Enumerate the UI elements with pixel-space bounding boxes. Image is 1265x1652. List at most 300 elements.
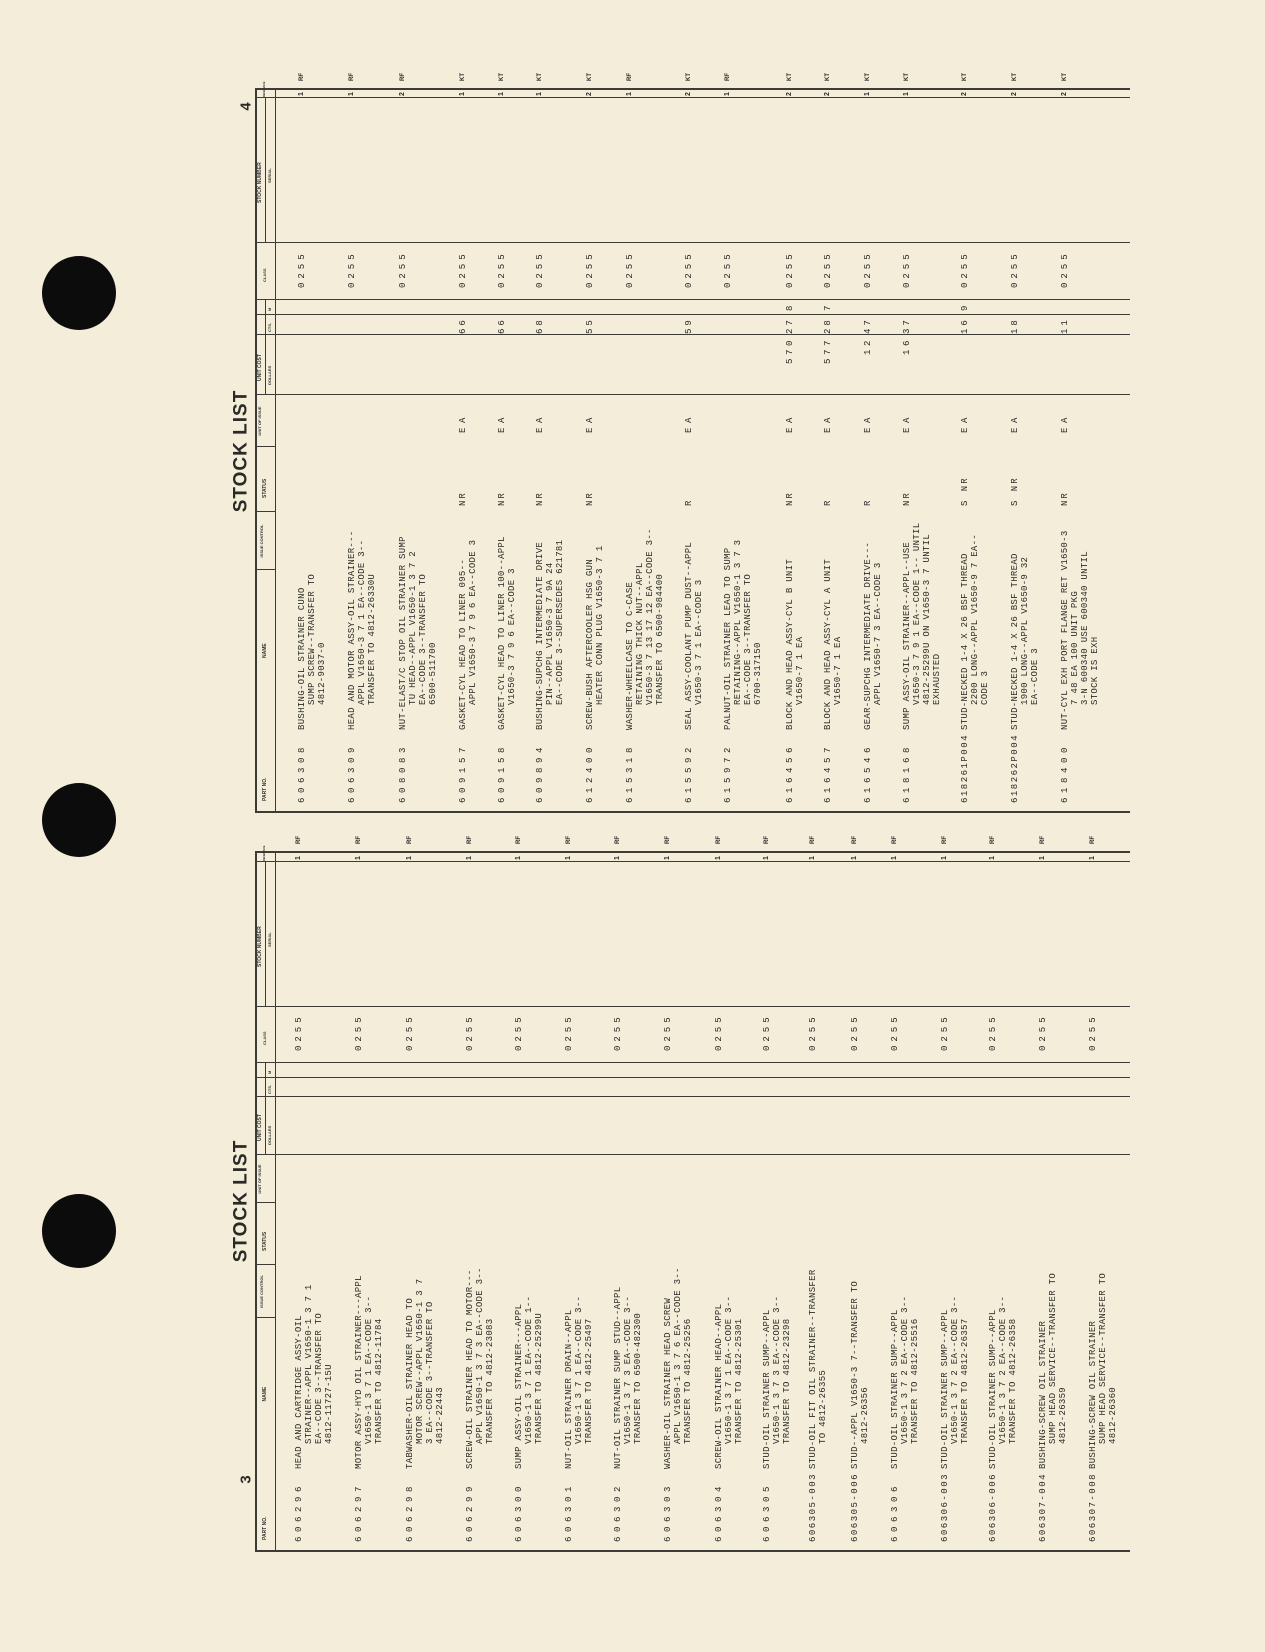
binder-hole-middle	[42, 783, 116, 857]
part-number: 618400	[1060, 742, 1070, 803]
reference-code: RF	[349, 73, 355, 81]
item-description-line: STUD-NECKED 1-4 X 26 BSF THREAD	[1010, 553, 1020, 730]
header-serial: SERIAL	[267, 932, 272, 947]
table-row	[535, 73, 565, 813]
class-value: 0255	[347, 250, 357, 288]
table-row	[863, 73, 883, 813]
part-number: 606307-008	[1088, 1472, 1098, 1542]
class-value: 0255	[585, 250, 595, 288]
header-class: CLASS	[262, 268, 267, 282]
reference-code: RF	[566, 836, 572, 844]
status-value: NR	[458, 491, 468, 506]
item-description-line: TRANSFER TO 4812-26358	[1008, 1318, 1018, 1444]
item-description-line: GEAR-SUPCHG INTERMEDIATE DRIVE---	[863, 541, 873, 730]
item-description-line: RETAINING THICK NUT--APPL	[635, 562, 645, 705]
stock-table	[255, 836, 1130, 1552]
table-row	[808, 836, 828, 1552]
part-number: 606299	[465, 1481, 475, 1542]
part-number: 618262P004	[1010, 733, 1020, 803]
class-value: 0255	[514, 1013, 524, 1051]
item-description-line: HEAD AND MOTOR ASSY-OIL STRAINER---	[347, 530, 357, 730]
reference-quantity: 2	[786, 92, 793, 96]
reference-code: RF	[990, 836, 996, 844]
status-value: NR	[585, 491, 595, 506]
part-number: 606308	[297, 742, 307, 803]
class-value: 0255	[960, 250, 970, 288]
page-number-4: 4	[237, 102, 255, 111]
class-value: 0255	[850, 1013, 860, 1051]
item-description-line: 4812-26360	[1108, 1386, 1118, 1444]
table-border-reference-edge	[255, 851, 1130, 853]
table-row	[890, 836, 920, 1552]
table-row	[1010, 73, 1040, 813]
unit-of-issue-value: EA	[585, 412, 595, 433]
header-part-no: PART NO.	[262, 1516, 268, 1540]
part-number: 606298	[405, 1481, 415, 1542]
part-number: 609157	[458, 742, 468, 803]
part-number: 606306-003	[940, 1472, 950, 1542]
reference-quantity: 1	[763, 856, 770, 860]
status-value: R	[823, 498, 833, 506]
reference-code: RF	[892, 836, 898, 844]
item-description-line: 6500-511700	[428, 642, 438, 705]
reference-code: KT	[962, 73, 968, 81]
item-description-line: 6700-317150	[753, 642, 763, 705]
unit-cost-dollars: 12	[863, 337, 873, 356]
reference-code: RF	[942, 836, 948, 844]
table-border-part-edge	[255, 1550, 1130, 1552]
part-number: 615972	[723, 742, 733, 803]
stock-table	[255, 73, 1130, 813]
item-description-line: BLOCK AND HEAD ASSY-CYL A UNIT	[823, 558, 833, 730]
table-row	[723, 73, 763, 813]
unit-of-issue-value: EA	[458, 412, 468, 433]
item-description-line: GASKET-CYL HEAD TO LINER 100--APPL	[497, 536, 507, 730]
item-description-line: V1650-1 3 7 1 EA--CODE 1--	[524, 1295, 534, 1444]
status-value: R	[863, 498, 873, 506]
item-description-line: TRANSFER TO 6500-482300	[633, 1312, 643, 1444]
reference-quantity: 2	[824, 92, 831, 96]
header-issue-control: ISSUE CONTROL	[259, 1275, 264, 1308]
table-row	[1060, 73, 1100, 813]
part-number: 609158	[497, 742, 507, 803]
reference-quantity: 1	[348, 92, 355, 96]
reference-code: RF	[1040, 836, 1046, 844]
part-number: 606305-006	[850, 1472, 860, 1542]
reference-quantity: 1	[515, 856, 522, 860]
header-m: M	[267, 307, 272, 311]
header-name: NAME	[262, 643, 268, 658]
item-description-line: TRANSFER TO 4812-25516	[910, 1318, 920, 1444]
part-number: 615592	[684, 742, 694, 803]
item-description-line: 7 48 EA 100 UNIT PKG	[1070, 590, 1080, 705]
reference-code: RF	[516, 836, 522, 844]
class-value: 0255	[714, 1013, 724, 1051]
class-value: 0255	[294, 1013, 304, 1051]
part-number: 606296	[294, 1481, 304, 1542]
class-value: 0255	[684, 250, 694, 288]
status-value: NR	[1060, 491, 1070, 506]
binder-hole-top	[42, 256, 116, 330]
class-value: 0255	[823, 250, 833, 288]
reference-code: RF	[810, 836, 816, 844]
header-part-no: PART NO.	[262, 777, 268, 801]
reference-quantity: 1	[565, 856, 572, 860]
class-value: 0255	[902, 250, 912, 288]
class-value: 0255	[762, 1013, 772, 1051]
item-description-line: EA--CODE 3--TRANSFER TO	[314, 1312, 324, 1444]
unit-cost-mills: 7	[823, 300, 833, 311]
page-number-3: 3	[237, 1475, 255, 1484]
reference-quantity: 1	[891, 856, 898, 860]
binder-hole-bottom	[42, 1194, 116, 1268]
table-row	[347, 73, 377, 813]
unit-of-issue-value: EA	[960, 412, 970, 433]
reference-quantity: 1	[989, 856, 996, 860]
reference-code: RF	[627, 73, 633, 81]
part-number: 615318	[625, 742, 635, 803]
item-description-line: V1650-1 3 7 3 EA--CODE 3--	[772, 1295, 782, 1444]
item-description-line: STRAINER--APPL V1650-1 3 7 1	[304, 1284, 314, 1444]
reference-code: RF	[716, 836, 722, 844]
item-description-line: TRANSFER TO 4812-26330U	[367, 573, 377, 705]
item-description-line: TABWASHER-OIL STRAINER HEAD TO	[405, 1297, 415, 1469]
unit-cost-cents: 37	[902, 317, 912, 334]
item-description-line: APPL V1650-1 3 7 3 EA--CODE 3--	[475, 1267, 485, 1444]
item-description-line: V1650-1 3 7 3 EA--CODE 3--	[623, 1295, 633, 1444]
class-value: 0255	[1088, 1013, 1098, 1051]
header-dollars: DOLLARS	[267, 365, 272, 385]
reference-code: RF	[356, 836, 362, 844]
reference-quantity: 1	[459, 92, 466, 96]
header-unit-cost: UNIT COST	[257, 354, 263, 381]
table-row	[398, 73, 438, 813]
item-description-line: TRANSFER TO 4812-23083	[485, 1318, 495, 1444]
class-value: 0255	[458, 250, 468, 288]
unit-cost-cents: 55	[585, 317, 595, 334]
item-description-line: SUMP ASSY-OIL STRAINER---APPL	[514, 1303, 524, 1469]
part-number: 616457	[823, 742, 833, 803]
item-description-line: BUSHING-OIL STRAINER CUNO	[297, 587, 307, 730]
reference-quantity: 1	[536, 92, 543, 96]
item-description-line: 2200 LONG--APPL V1650-9 7 EA--	[970, 533, 980, 705]
reference-code: RF	[467, 836, 473, 844]
item-description-line: V1650-3 7 9 1 EA--CODE 1-- UNTIL	[912, 522, 922, 705]
reference-quantity: 2	[961, 92, 968, 96]
reference-quantity: 2	[1011, 92, 1018, 96]
class-value: 0255	[863, 250, 873, 288]
part-number: 606306	[890, 1481, 900, 1542]
item-description-line: SUMP HEAD SERVICE--TRANSFER TO	[1098, 1272, 1108, 1444]
reference-quantity: 1	[466, 856, 473, 860]
header-stock-number: STOCK NUMBER	[257, 162, 263, 203]
reference-code: RF	[299, 73, 305, 81]
table-row	[850, 836, 870, 1552]
unit-cost-mills: 8	[785, 300, 795, 311]
item-description-line: SCREW-BUSH AFTERCOOLER HSG GUN	[585, 558, 595, 730]
item-description-line: EA--CODE 3--TRANSFER TO	[418, 573, 428, 705]
item-description-line: EA--CODE 3	[1030, 647, 1040, 705]
reference-code: KT	[787, 73, 793, 81]
column-divider	[255, 861, 1130, 862]
header-subdivider	[265, 1063, 266, 1155]
item-description-line: 4812-11727-15U	[324, 1364, 334, 1444]
table-row	[785, 73, 805, 813]
item-description-line: TO 4812-26355	[818, 1369, 828, 1444]
reference-code: KT	[499, 73, 505, 81]
status-value: NR	[497, 491, 507, 506]
class-value: 0255	[535, 250, 545, 288]
reference-code: RF	[665, 836, 671, 844]
reference-code: KT	[686, 73, 692, 81]
table-row	[465, 836, 495, 1552]
table-row	[823, 73, 843, 813]
item-description-line: STUD-OIL STRAINER SUMP--APPL	[940, 1309, 950, 1469]
item-description-line: STUD-NECKED 1-4 X 26 BSF THREAD	[960, 553, 970, 730]
part-number: 616546	[863, 742, 873, 803]
part-number: 606307-004	[1038, 1472, 1048, 1542]
reference-code: RF	[296, 836, 302, 844]
unit-of-issue-value: EA	[902, 412, 912, 433]
item-description-line: EA--CODE 3--TRANSFER TO	[743, 573, 753, 705]
reference-code: KT	[1062, 73, 1068, 81]
part-number: 606309	[347, 742, 357, 803]
item-description-line: SCREW-OIL STRAINER HEAD TO MOTOR---	[465, 1269, 475, 1469]
table-row	[902, 73, 942, 813]
reference-quantity: 1	[864, 92, 871, 96]
part-number: 606303	[663, 1481, 673, 1542]
item-description-line: STUD-OIL STRAINER SUMP--APPL	[890, 1309, 900, 1469]
column-divider	[255, 1006, 1130, 1007]
reference-code: RF	[400, 73, 406, 81]
unit-cost-cents: 68	[535, 317, 545, 334]
part-number: 606302	[613, 1481, 623, 1542]
header-status: STATUS	[262, 478, 268, 498]
item-description-line: V1650-1 3 7 2 EA--CODE 3--	[900, 1295, 910, 1444]
header-dollars: DOLLARS	[267, 1125, 272, 1145]
item-description-line: NUT-OIL STRAINER DRAIN--APPL	[564, 1309, 574, 1469]
table-row	[663, 836, 693, 1552]
reference-quantity: 1	[941, 856, 948, 860]
reference-code: KT	[904, 73, 910, 81]
reference-code: RF	[852, 836, 858, 844]
status-value: NR	[785, 491, 795, 506]
header-bottom-border	[275, 89, 276, 813]
item-description-line: SCREW-OIL STRAINER HEAD--APPL	[714, 1303, 724, 1469]
table-row	[940, 836, 970, 1552]
table-row	[684, 73, 704, 813]
reference-quantity: 2	[1061, 92, 1068, 96]
item-description-line: V1650-3 7 13 17 12 EA--CODE 3--	[645, 528, 655, 705]
class-value: 0255	[465, 1013, 475, 1051]
header-serial: SERIAL	[267, 168, 272, 183]
class-value: 0255	[808, 1013, 818, 1051]
reference-quantity: 1	[724, 92, 731, 96]
item-description-line: STUD-OIL STRAINER SUMP--APPL	[988, 1309, 998, 1469]
reference-quantity: 1	[664, 856, 671, 860]
unit-cost-cents: 18	[1010, 317, 1020, 334]
reference-code: RF	[407, 836, 413, 844]
table-row	[458, 73, 478, 813]
table-row	[960, 73, 990, 813]
column-divider	[255, 1154, 1130, 1155]
item-description-line: SUMP ASSY-OIL STRAINER--APPL--USE	[902, 541, 912, 730]
item-description-line: V1650-7 1 EA	[833, 636, 843, 705]
item-description-line: V1650-7 1 EA	[795, 636, 805, 705]
reference-quantity: 2	[586, 92, 593, 96]
status-value: S NR	[1010, 476, 1020, 506]
item-description-line: V1650-3 7 1 EA--CODE 3	[694, 579, 704, 705]
status-value: NR	[535, 491, 545, 506]
table-row	[1038, 836, 1068, 1552]
item-description-line: APPL V1650-1 3 7 6 EA--CODE 3--	[673, 1267, 683, 1444]
class-value: 0255	[625, 250, 635, 288]
unit-cost-cents: 59	[684, 317, 694, 334]
table-row	[497, 73, 517, 813]
item-description-line: BUSHING-SCREW OIL STRAINER	[1088, 1320, 1098, 1469]
unit-cost-cents: 66	[458, 317, 468, 334]
unit-cost-dollars: 16	[902, 337, 912, 356]
unit-cost-cents: 47	[863, 317, 873, 334]
table-row	[585, 73, 605, 813]
unit-cost-cents: 27	[785, 317, 795, 334]
class-value: 0255	[785, 250, 795, 288]
class-value: 0255	[723, 250, 733, 288]
reference-quantity: 1	[614, 856, 621, 860]
unit-cost-cents: 11	[1060, 317, 1070, 334]
reference-code: KT	[825, 73, 831, 81]
item-description-line: HEAD AND CARTRIDGE ASSY-OIL	[294, 1315, 304, 1469]
item-description-line: APPL V1650-3 7 9 6 EA--CODE 3	[468, 539, 478, 705]
table-row	[762, 836, 792, 1552]
class-value: 0255	[890, 1013, 900, 1051]
reference-code: RF	[764, 836, 770, 844]
item-description-line: SUMP SCREW--TRANSFER TO	[307, 573, 317, 705]
table-row	[625, 73, 665, 813]
class-value: 0255	[405, 1013, 415, 1051]
part-number: 606305	[762, 1481, 772, 1542]
class-value: 0255	[1038, 1013, 1048, 1051]
part-number: 609894	[535, 742, 545, 803]
header-cts: CTS.	[267, 322, 272, 332]
header-unit-of-issue: UNIT OF ISSUE	[257, 406, 262, 436]
part-number: 608083	[398, 742, 408, 803]
class-value: 0255	[988, 1013, 998, 1051]
unit-of-issue-value: EA	[497, 412, 507, 433]
reference-quantity: 1	[355, 856, 362, 860]
table-row	[988, 836, 1018, 1552]
item-description-line: V1650-1 3 7 1 EA--CODE 3--	[724, 1295, 734, 1444]
part-number: 612400	[585, 742, 595, 803]
part-number: 606300	[514, 1481, 524, 1542]
table-row	[613, 836, 643, 1552]
item-description-line: BLOCK AND HEAD ASSY-CYL B UNIT	[785, 558, 795, 730]
unit-of-issue-value: EA	[823, 412, 833, 433]
stock-list-page-3	[255, 836, 1130, 1552]
table-row	[1088, 836, 1118, 1552]
item-description-line: SUMP HEAD SERVICE--TRANSFER TO	[1048, 1272, 1058, 1444]
header-unit-of-issue: UNIT OF ISSUE	[257, 1164, 262, 1194]
item-description-line: TRANSFER TO 6500-984400	[655, 573, 665, 705]
item-description-line: V1650-1 3 7 1 EA--CODE 3--	[574, 1295, 584, 1444]
header-status: STATUS	[262, 1231, 268, 1251]
unit-of-issue-value: EA	[535, 412, 545, 433]
table-row	[514, 836, 544, 1552]
item-description-line: PALNUT-OIL STRAINER LEAD TO SUMP	[723, 547, 733, 730]
item-description-line: SEAL ASSY-COOLANT PUMP DUST--APPL	[684, 541, 694, 730]
table-row	[405, 836, 445, 1552]
item-description-line: 3 EA--CODE 3--TRANSFER TO	[425, 1301, 435, 1444]
item-description-line: STUD--APPL V1650-3 7--TRANSFER TO	[850, 1280, 860, 1469]
header-divider	[255, 1317, 275, 1318]
item-description-line: V1650-1 3 7 1 EA--CODE 3--	[364, 1295, 374, 1444]
table-row	[297, 73, 327, 813]
header-divider	[255, 446, 275, 447]
status-value: R	[684, 498, 694, 506]
reference-code: RF	[615, 836, 621, 844]
table-row	[564, 836, 594, 1552]
unit-of-issue-value: EA	[785, 412, 795, 433]
item-description-line: TU HEAD--APPL V1650-1 3 7 2	[408, 551, 418, 705]
item-description-line: 3-N 600340 USE 600340 UNTIL	[1080, 551, 1090, 705]
unit-cost-dollars: 570	[785, 337, 795, 365]
header-m: M	[267, 1070, 272, 1074]
item-description-line: TRANSFER TO 4812-25497	[584, 1318, 594, 1444]
item-description-line: BUSHING-SUPCHG INTERMEDIATE DRIVE	[535, 541, 545, 730]
item-description-line: MOTOR ASSY-HYD OIL STRAINER---APPL	[354, 1275, 364, 1469]
item-description-line: V1650-1 3 7 2 EA--CODE 3--	[950, 1295, 960, 1444]
item-description-line: TRANSFER TO 4812-25301	[734, 1318, 744, 1444]
part-number: 606304	[714, 1481, 724, 1542]
item-description-line: STUD-OIL STRAINER SUMP--APPL	[762, 1309, 772, 1469]
item-description-line: TRANSFER TO 4812-25256	[683, 1318, 693, 1444]
header-divider	[255, 1264, 275, 1265]
unit-cost-mills: 9	[960, 300, 970, 311]
table-row	[294, 836, 334, 1552]
item-description-line: V1650-1 3 7 2 EA--CODE 3--	[998, 1295, 1008, 1444]
class-value: 0255	[564, 1013, 574, 1051]
header-cts: CTS.	[267, 1084, 272, 1094]
item-description-line: NUT-CYL EXH PORT FLANGE RET V1650-3	[1060, 530, 1070, 730]
unit-cost-cents: 28	[823, 317, 833, 334]
reference-quantity: 1	[498, 92, 505, 96]
item-description-line: BUSHING-SCREW OIL STRAINER	[1038, 1320, 1048, 1469]
item-description-line: NUT-ELAST/C STOP OIL STRAINER SUMP	[398, 536, 408, 730]
part-number: 606297	[354, 1481, 364, 1542]
reference-code: RF	[725, 73, 731, 81]
part-number: 618168	[902, 742, 912, 803]
item-description-line: PIN--APPL V1650-3 7 9A 24	[545, 562, 555, 705]
item-description-line: CODE 3	[980, 670, 990, 705]
table-row	[354, 836, 384, 1552]
unit-of-issue-value: EA	[1060, 412, 1070, 433]
item-description-line: RETAINING--APPL V1650-1 3 7 3	[733, 539, 743, 705]
header-class: CLASS	[262, 1031, 267, 1045]
item-description-line: WASHER-OIL STRAINER HEAD SCREW	[663, 1297, 673, 1469]
status-value: NR	[902, 491, 912, 506]
header-divider	[255, 511, 275, 512]
reference-quantity: 2	[399, 92, 406, 96]
item-description-line: TRANSFER TO 4812-25299U	[534, 1312, 544, 1444]
item-description-line: WASHER-WHEELCASE TO C-CASE	[625, 581, 635, 730]
item-description-line: TRANSFER TO 4812-23298	[782, 1318, 792, 1444]
reference-code: RF	[1090, 836, 1096, 844]
header-name: NAME	[262, 1386, 268, 1402]
unit-cost-dollars: 577	[823, 337, 833, 365]
reference-quantity: 1	[626, 92, 633, 96]
item-description-line: 4812-26359	[1058, 1386, 1068, 1444]
header-reference: REFERENCE	[263, 845, 266, 861]
